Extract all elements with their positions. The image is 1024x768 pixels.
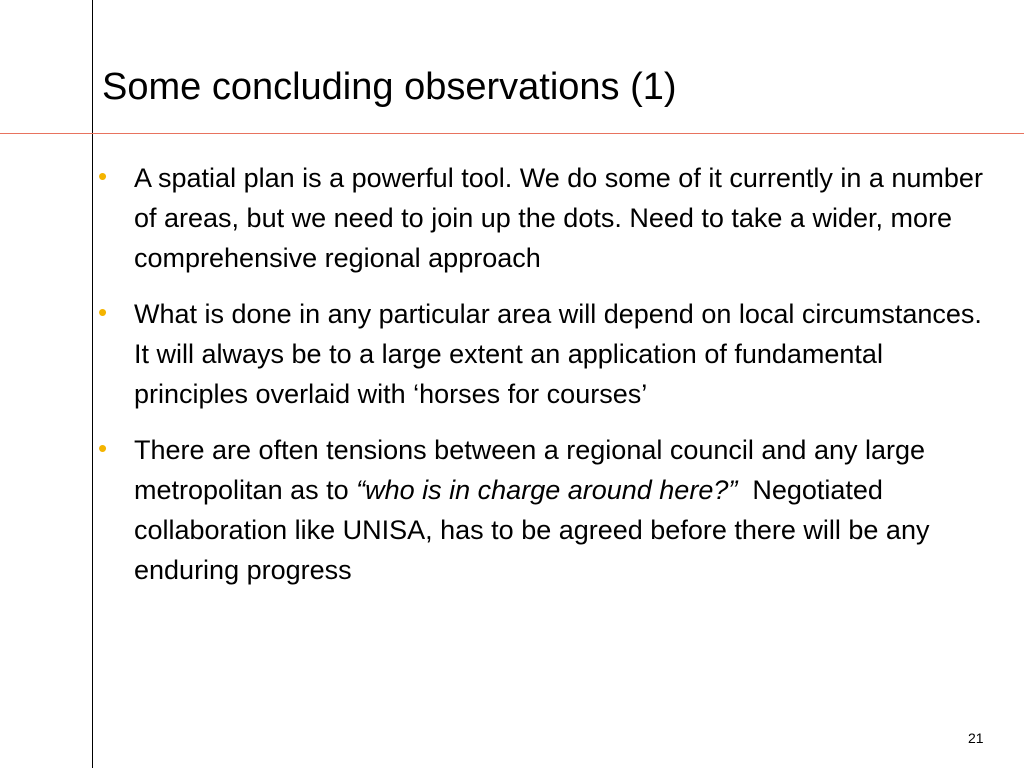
vertical-rule <box>92 0 93 768</box>
bullet-text-italic-quote: “who is in charge around here?” <box>356 475 738 505</box>
bullet-list <box>96 158 996 590</box>
title-underline <box>0 133 1024 134</box>
page-number: 21 <box>968 730 984 746</box>
bullet-item-3 <box>96 430 996 590</box>
slide-title: Some concluding observations (1) <box>102 66 677 108</box>
bullet-item-1 <box>96 158 996 278</box>
bullet-icon: • <box>98 161 108 191</box>
bullet-icon: • <box>98 297 108 327</box>
bullet-icon: • <box>98 433 108 463</box>
bullet-text-before: There are often tensions between a regional council and any large metropolitan as to <box>134 435 926 505</box>
bullet-text: What is done in any particular area will depend on local circumstances. It will always be to a large extent an application of fundamental principles overlaid with ‘horses for courses’ <box>134 299 982 409</box>
bullet-item-2 <box>96 294 996 414</box>
bullet-text-after: Negotiated collaboration like UNISA, has to be agreed before there will be any enduring progress <box>134 475 937 585</box>
bullet-text: A spatial plan is a powerful tool. We do some of it currently in a number of areas, but we need to join up the dots. Need to take a wider, more comprehensive regional approach <box>134 163 983 273</box>
